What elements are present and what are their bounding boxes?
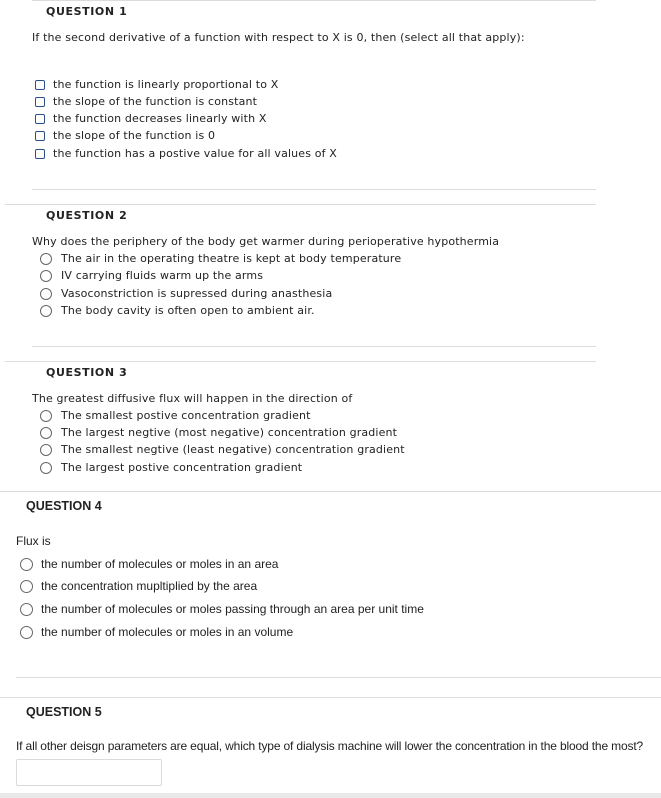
divider-q4-a: [16, 677, 661, 678]
question-5-text: If all other deisgn parameters are equal, which type of dialysis machine will lower the concentration in the blood the most?: [16, 739, 644, 753]
radio-button[interactable]: [20, 603, 33, 616]
radio-button[interactable]: [40, 305, 52, 317]
option-label: The air in the operating theatre is kept at body temperature: [61, 252, 402, 265]
question-3-text: The greatest diffusive flux will happen in the direction of: [32, 392, 353, 405]
q4-option-3[interactable]: [20, 602, 424, 616]
radio-button[interactable]: [20, 626, 33, 639]
checkbox[interactable]: [35, 114, 45, 124]
q2-option-4[interactable]: [40, 304, 315, 317]
question-4-text: Flux is: [16, 534, 51, 548]
radio-button[interactable]: [40, 270, 52, 282]
checkbox[interactable]: [35, 97, 45, 107]
q3-option-4[interactable]: [40, 461, 302, 474]
option-label: the number of molecules or moles in an area: [41, 557, 279, 571]
option-label: The largest postive concentration gradient: [61, 461, 303, 474]
divider-q3: [0, 491, 661, 492]
divider-q2-b: [5, 361, 596, 362]
q2-option-1[interactable]: [40, 252, 401, 265]
q1-option-1[interactable]: [35, 78, 278, 91]
answer-input[interactable]: [16, 759, 162, 786]
radio-button[interactable]: [40, 444, 52, 456]
radio-button[interactable]: [40, 410, 52, 422]
q3-option-3[interactable]: [40, 443, 405, 456]
divider-q1-b: [5, 204, 596, 205]
checkbox[interactable]: [35, 80, 45, 90]
radio-button[interactable]: [40, 288, 52, 300]
option-label: The smallest postive concentration gradient: [61, 409, 311, 422]
radio-button[interactable]: [40, 253, 52, 265]
option-label: the concentration mupltiplied by the area: [41, 579, 258, 593]
question-4-title: QUESTION 4: [26, 499, 102, 513]
option-label: the function has a postive value for all values of X: [53, 147, 337, 160]
option-label: The smallest negtive (least negative) concentration gradient: [61, 443, 405, 456]
question-2-text: Why does the periphery of the body get warmer during perioperative hypothermia: [32, 235, 500, 248]
option-label: the number of molecules or moles passing through an area per unit time: [41, 602, 424, 616]
checkbox[interactable]: [35, 149, 45, 159]
divider-q4-b: [0, 697, 661, 698]
radio-button[interactable]: [20, 580, 33, 593]
option-label: the function decreases linearly with X: [53, 112, 267, 125]
q4-option-1[interactable]: [20, 557, 278, 571]
q3-option-1[interactable]: [40, 409, 311, 422]
radio-button[interactable]: [20, 558, 33, 571]
q4-option-4[interactable]: [20, 625, 293, 639]
q1-option-2[interactable]: [35, 95, 257, 108]
question-1-text: If the second derivative of a function with respect to X is 0, then (select all that apply):: [32, 31, 525, 44]
q1-option-3[interactable]: [35, 112, 267, 125]
q2-option-2[interactable]: [40, 269, 263, 282]
option-label: the slope of the function is 0: [53, 129, 216, 142]
q4-option-2[interactable]: [20, 579, 257, 593]
bottom-scroll-band: [0, 793, 661, 798]
option-label: the number of molecules or moles in an volume: [41, 625, 294, 639]
question-5-title: QUESTION 5: [26, 705, 102, 719]
option-label: the slope of the function is constant: [53, 95, 258, 108]
option-label: The body cavity is often open to ambient air.: [61, 304, 315, 317]
radio-button[interactable]: [40, 427, 52, 439]
option-label: Vasoconstriction is supressed during anasthesia: [61, 287, 333, 300]
option-label: IV carrying fluids warm up the arms: [61, 269, 264, 282]
question-1-title: QUESTION 1: [46, 5, 128, 18]
radio-button[interactable]: [40, 462, 52, 474]
divider-top: [32, 0, 596, 1]
q3-option-2[interactable]: [40, 426, 397, 439]
divider-q2-a: [32, 346, 596, 347]
divider-q1-a: [32, 189, 596, 190]
q1-option-5[interactable]: [35, 147, 337, 160]
option-label: the function is linearly proportional to X: [53, 78, 279, 91]
option-label: The largest negtive (most negative) concentration gradient: [61, 426, 398, 439]
checkbox[interactable]: [35, 131, 45, 141]
question-3-title: QUESTION 3: [46, 366, 128, 379]
q1-option-4[interactable]: [35, 129, 215, 142]
q2-option-3[interactable]: [40, 287, 332, 300]
question-2-title: QUESTION 2: [46, 209, 128, 222]
